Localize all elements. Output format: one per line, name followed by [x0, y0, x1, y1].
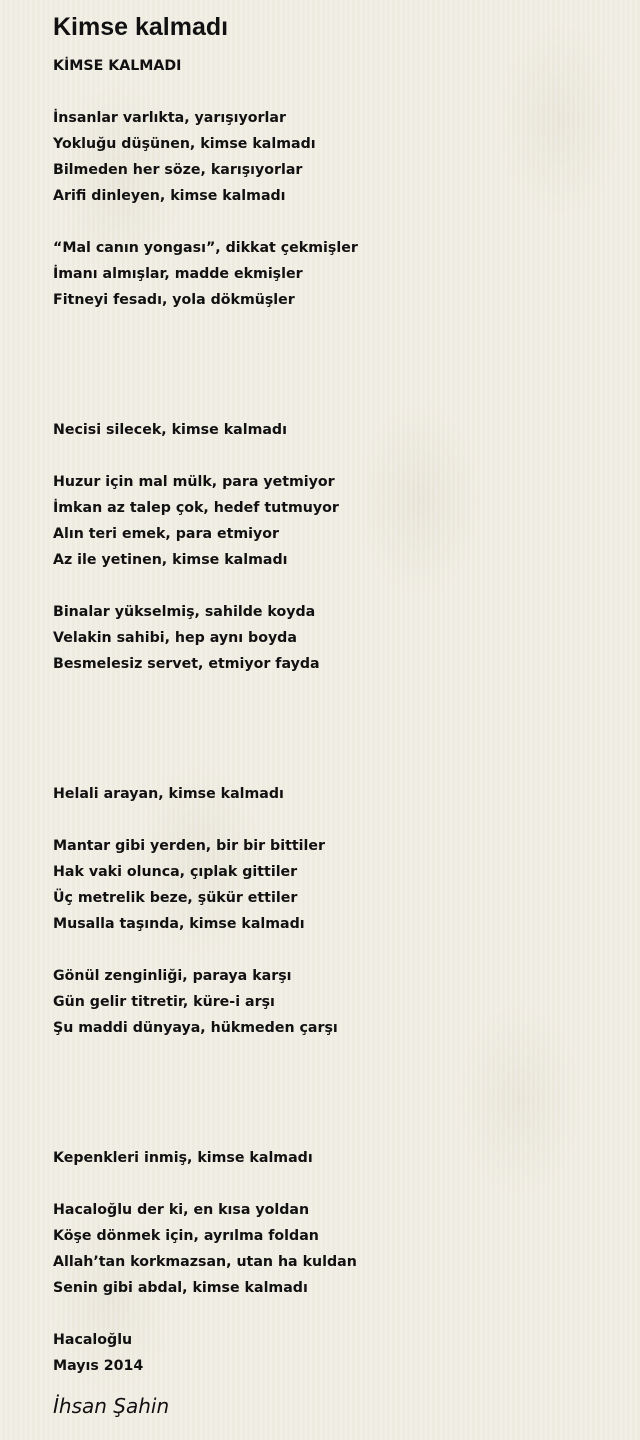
poem-line: Binalar yükselmiş, sahilde koyda — [53, 604, 316, 620]
poem-line: İmkan az talep çok, hedef tutmuyor — [53, 500, 339, 516]
poem-line — [53, 339, 623, 365]
poem-line — [53, 677, 623, 703]
poem-line: Mayıs 2014 — [53, 1358, 144, 1374]
poem-line — [53, 1041, 623, 1067]
poem-line — [53, 1119, 623, 1145]
poem-line — [53, 703, 623, 729]
poem-line — [53, 937, 623, 963]
page-title: Kimse kalmadı — [53, 13, 229, 41]
author-name: İhsan Şahin — [53, 1394, 170, 1418]
poem-line: Velakin sahibi, hep aynı boyda — [53, 630, 297, 646]
poem-line: Musalla taşında, kimse kalmadı — [53, 916, 305, 932]
poem-line — [53, 209, 623, 235]
poem-line: Üç metrelik beze, şükür ettiler — [53, 890, 298, 906]
poem-line: Helali arayan, kimse kalmadı — [53, 786, 284, 802]
poem-line: KİMSE KALMADI — [53, 58, 182, 74]
poem-line — [53, 755, 623, 781]
poem-line: Fitneyi fesadı, yola dökmüşler — [53, 292, 295, 308]
poem-line: Allah’tan korkmazsan, utan ha kuldan — [53, 1254, 357, 1270]
poem-line: Necisi silecek, kimse kalmadı — [53, 422, 287, 438]
poem-line: “Mal canın yongası”, dikkat çekmişler — [53, 240, 358, 256]
poem-body — [53, 53, 623, 1379]
poem-line — [53, 807, 623, 833]
poem-line: Kepenkleri inmiş, kimse kalmadı — [53, 1150, 313, 1166]
poem-line: Besmelesiz servet, etmiyor fayda — [53, 656, 320, 672]
poem-line: Hacaloğlu — [53, 1332, 133, 1348]
poem-line: Şu maddi dünyaya, hükmeden çarşı — [53, 1020, 338, 1036]
poem-line: Hak vaki olunca, çıplak gittiler — [53, 864, 298, 880]
poem-line: Yokluğu düşünen, kimse kalmadı — [53, 136, 316, 152]
poem-line: Senin gibi abdal, kimse kalmadı — [53, 1280, 308, 1296]
poem-line: Hacaloğlu der ki, en kısa yoldan — [53, 1202, 310, 1218]
poem-line — [53, 1067, 623, 1093]
poem-line: Arifi dinleyen, kimse kalmadı — [53, 188, 286, 204]
poem-line: Az ile yetinen, kimse kalmadı — [53, 552, 288, 568]
poem-line: Gönül zenginliği, paraya karşı — [53, 968, 292, 984]
poem-line — [53, 79, 623, 105]
poem-line: Huzur için mal mülk, para yetmiyor — [53, 474, 335, 490]
poem-line — [53, 573, 623, 599]
poem-line — [53, 443, 623, 469]
poem-line: Köşe dönmek için, ayrılma foldan — [53, 1228, 319, 1244]
poem-line — [53, 1171, 623, 1197]
poem-line — [53, 391, 623, 417]
poem-line — [53, 1093, 623, 1119]
poem-line — [53, 1301, 623, 1327]
poem-line — [53, 365, 623, 391]
poem-line: İmanı almışlar, madde ekmişler — [53, 266, 303, 282]
poem-line: Gün gelir titretir, küre-i arşı — [53, 994, 275, 1010]
poem-line: İnsanlar varlıkta, yarışıyorlar — [53, 110, 286, 126]
poem-line: Mantar gibi yerden, bir bir bittiler — [53, 838, 325, 854]
poem-line — [53, 729, 623, 755]
poem-line: Bilmeden her söze, karışıyorlar — [53, 162, 303, 178]
poem-line — [53, 313, 623, 339]
poem-page — [53, 10, 623, 1419]
poem-line: Alın teri emek, para etmiyor — [53, 526, 280, 542]
